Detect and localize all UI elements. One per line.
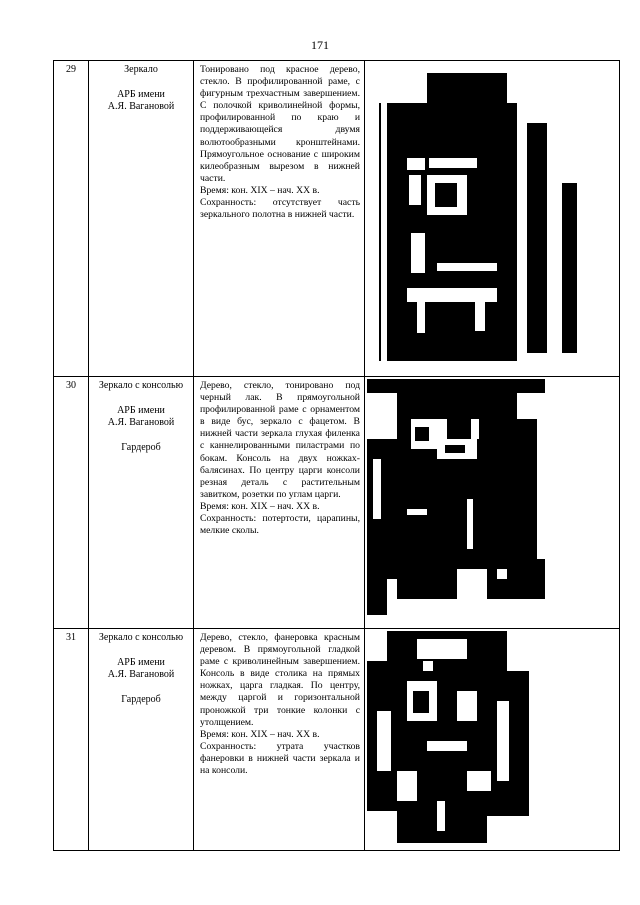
description-text: Дерево, стекло, тонировано под черный лак. В прямоугольной профилированной раме с орнаментом в виде бус, зеркало с фацетом. В нижней части зеркала глухая филенка с каннелированными пиластрами по бокам. Консоль на двух ножках-балясинах. По центру царги консоли резная деталь с растительным завитком, розетки по углам царги.: [200, 380, 360, 500]
mirror-console-photo: [367, 379, 545, 615]
description-date: Время: кон. XIX – нач. XX в.: [200, 184, 320, 196]
item-name-cell: [89, 629, 194, 851]
description-condition: Сохранность: утрата участков фанеровки в нижней части зеркала и на консоли.: [200, 740, 360, 777]
item-room: Гардероб: [121, 441, 161, 453]
mirror-console-photo: [367, 631, 529, 843]
item-location: АРБ имени: [117, 656, 165, 668]
catalog-table: [53, 60, 620, 851]
item-location: АРБ имени: [117, 404, 165, 416]
description-condition: Сохранность: потертости, царапины, мелкие сколы.: [200, 513, 360, 537]
item-number: 29: [54, 61, 89, 377]
description-text: Тонировано под красное дерево, стекло. В профилированной раме, с фигурным трехчастным завершением. С полочкой криволинейной формы, профилированной по краю и поддерживающейся двумя волютообразными кронштейнами. Прямоугольное основание с широким килеобразным вырезом в нижней части.: [200, 64, 360, 184]
item-name-cell: [89, 61, 194, 377]
item-photo-cell: [365, 61, 620, 377]
description-date: Время: кон. XIX – нач. XX в.: [200, 500, 320, 512]
item-photo-cell: [365, 377, 620, 629]
item-room: Гардероб: [121, 693, 161, 705]
description-condition: Сохранность: отсутствует часть зеркального полотна в нижней части.: [200, 197, 360, 221]
item-name: Зеркало с консолью: [98, 380, 184, 391]
item-location: А.Я. Вагановой: [107, 417, 175, 428]
description-text: Дерево, стекло, фанеровка красным деревом. В прямоугольной гладкой раме с криволинейным завершением. Консоль в виде столика на прямых ножках, царга гладкая. По центру, между царгой и горизонтальной проножкой три тонкие колонки с утолщением.: [200, 632, 360, 728]
mirror-photo: [367, 63, 605, 361]
page-number: 171: [311, 38, 329, 52]
item-description: [194, 629, 365, 851]
item-location: А.Я. Вагановой: [107, 669, 175, 680]
item-description: [194, 377, 365, 629]
item-photo-cell: [365, 629, 620, 851]
item-number: 31: [54, 629, 89, 851]
item-location: А.Я. Вагановой: [107, 101, 175, 112]
item-number: 30: [54, 377, 89, 629]
table-row: [54, 377, 620, 629]
item-name: Зеркало с консолью: [98, 632, 184, 643]
item-name-cell: [89, 377, 194, 629]
item-location: АРБ имени: [117, 88, 165, 100]
table-row: [54, 629, 620, 851]
description-date: Время: кон. XIX – нач. XX в.: [200, 728, 320, 740]
table-row: [54, 61, 620, 377]
item-name: Зеркало: [124, 64, 158, 75]
item-description: [194, 61, 365, 377]
